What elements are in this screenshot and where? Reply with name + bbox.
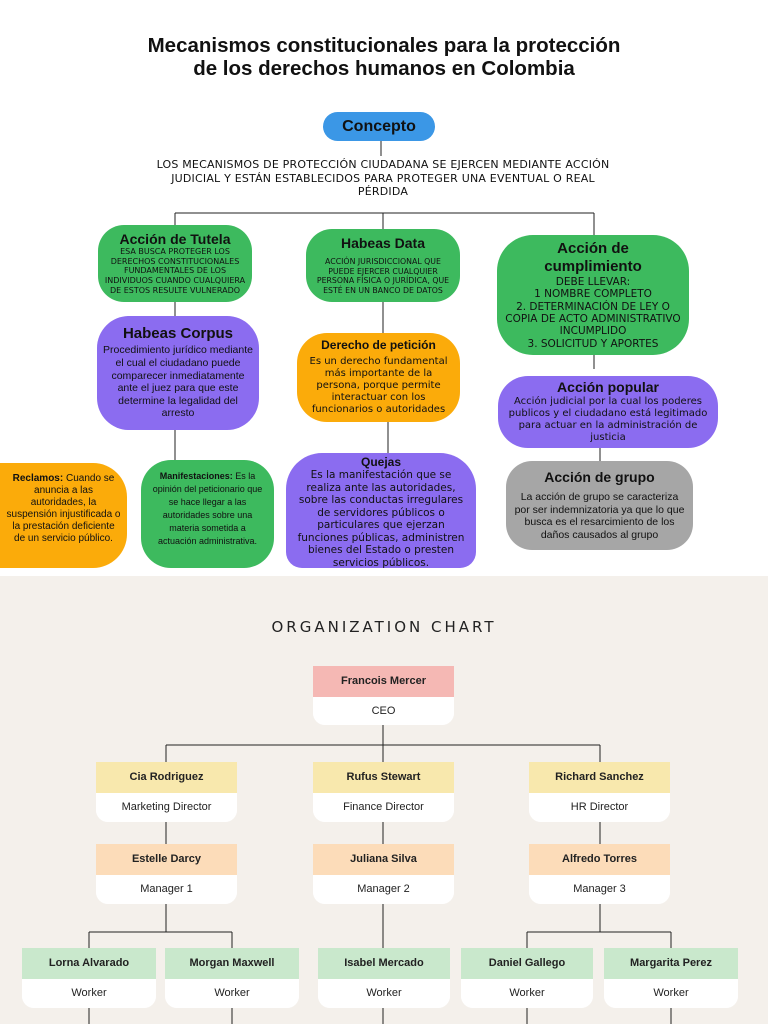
habeas-data-text: ACCIÓN JURISDICCIONAL QUE PUEDE EJERCER CUALQUIER PERSONA FÍSICA O JURÍDICA, QUE ESTÉ EN UN BANCO DE DATOS	[316, 257, 450, 295]
worker-role: Worker	[461, 979, 593, 1008]
director-role: Marketing Director	[96, 793, 237, 822]
tutela-node	[98, 225, 252, 302]
grupo-node	[506, 461, 693, 550]
grupo-text: La acción de grupo se caracteriza por ser indemnizatoria ya que lo que busca es el resarcimiento de los daños causados al grupo	[514, 491, 685, 541]
director-card	[529, 762, 670, 822]
manifestaciones-title: Manifestaciones:	[159, 471, 233, 481]
worker-card	[318, 948, 450, 1008]
manager-name: Juliana Silva	[313, 844, 454, 875]
worker-role: Worker	[22, 979, 156, 1008]
worker-role: Worker	[318, 979, 450, 1008]
habeas-corpus-text: Procedimiento jurídico mediante el cual el ciudadano puede comparecer inmediatamente ante el juez para que este determine la legalidad del arresto	[103, 344, 253, 420]
director-name: Richard Sanchez	[529, 762, 670, 793]
director-card	[96, 762, 237, 822]
ceo-role: CEO	[313, 697, 454, 725]
worker-role: Worker	[165, 979, 299, 1008]
worker-name: Morgan Maxwell	[165, 948, 299, 979]
page-title: Mecanismos constitucionales para la protección de los derechos humanos en Colombia	[147, 34, 621, 80]
manager-card	[313, 844, 454, 904]
peticion-title: Derecho de petición	[321, 337, 436, 352]
manifestaciones-text: Es la opinión del peticionario que se hace llegar a las autoridades sobre una materia sometida a actuación administrativa.	[152, 471, 263, 546]
director-role: HR Director	[529, 793, 670, 822]
habeas-corpus-title: Habeas Corpus	[122, 324, 234, 342]
worker-role: Worker	[604, 979, 738, 1008]
ceo-card	[313, 666, 454, 725]
habeas-data-title: Habeas Data	[340, 234, 426, 251]
popular-title: Acción popular	[557, 379, 659, 396]
popular-text: Acción judicial por la cual los poderes publicos y el ciudadano está legitimado para actuar en la administración de justicia	[508, 395, 708, 443]
org-chart-title: ORGANIZATION CHART	[271, 618, 497, 636]
concept-pill: Concepto	[323, 112, 435, 141]
worker-name: Margarita Perez	[604, 948, 738, 979]
worker-name: Isabel Mercado	[318, 948, 450, 979]
reclamos-text: Cuando se anuncia a las autoridades, la suspensión injustificada o la prestación deficiente de un servicio público.	[6, 473, 121, 544]
manager-role: Manager 3	[529, 875, 670, 904]
tutela-title: Acción de Tutela	[119, 230, 231, 247]
habeas-corpus-node	[97, 316, 259, 430]
tutela-text: ESA BUSCA PROTEGER LOS DERECHOS CONSTITUCIONALES FUNDAMENTALES DE LOS INDIVIDUOS CUANDO CUALQUIERA DE ESTOS RESULTE VULNERADO	[104, 247, 246, 295]
cumplimiento-node	[497, 235, 689, 355]
quejas-node	[286, 453, 476, 568]
manager-card	[96, 844, 237, 904]
popular-node	[498, 376, 718, 448]
grupo-title: Acción de grupo	[544, 468, 655, 485]
manifestaciones-node	[141, 460, 274, 568]
worker-name: Daniel Gallego	[461, 948, 593, 979]
peticion-text: Es un derecho fundamental más importante de la persona, porque permite interactuar con los funcionarios o autoridades	[309, 356, 448, 416]
manager-role: Manager 1	[96, 875, 237, 904]
manager-name: Estelle Darcy	[96, 844, 237, 875]
reclamos-title: Reclamos:	[12, 473, 64, 484]
habeas-data-node	[306, 229, 460, 302]
worker-card	[604, 948, 738, 1008]
peticion-node	[297, 333, 460, 422]
manager-role: Manager 2	[313, 875, 454, 904]
manager-card	[529, 844, 670, 904]
concept-description: LOS MECANISMOS DE PROTECCIÓN CIUDADANA SE EJERCEN MEDIANTE ACCIÓN JUDICIAL Y ESTÁN ESTABLECIDOS PARA PROTEGER UNA EVENTUAL O REAL PÉRDIDA	[156, 158, 610, 198]
cumplimiento-text: DEBE LLEVAR: 1 NOMBRE COMPLETO 2. DETERMINACIÓN DE LEY O COPIA DE ACTO ADMINISTRATIVO INCUMPLIDO 3. SOLICITUD Y APORTES	[505, 275, 681, 350]
worker-card	[165, 948, 299, 1008]
worker-name: Lorna Alvarado	[22, 948, 156, 979]
quejas-text: Es la manifestación que se realiza ante las autoridades, sobre las conductas irregulares de servidores públicos o particulares que ejerzan funciones públicas, administren bienes del Estado o presten servicios públicos.	[297, 469, 465, 569]
manager-name: Alfredo Torres	[529, 844, 670, 875]
director-name: Cia Rodriguez	[96, 762, 237, 793]
ceo-name: Francois Mercer	[313, 666, 454, 697]
quejas-title: Quejas	[360, 455, 402, 469]
worker-card	[22, 948, 156, 1008]
worker-card	[461, 948, 593, 1008]
reclamos-node	[0, 463, 127, 568]
cumplimiento-title: Acción de cumplimiento	[544, 239, 642, 275]
director-role: Finance Director	[313, 793, 454, 822]
director-card	[313, 762, 454, 822]
director-name: Rufus Stewart	[313, 762, 454, 793]
